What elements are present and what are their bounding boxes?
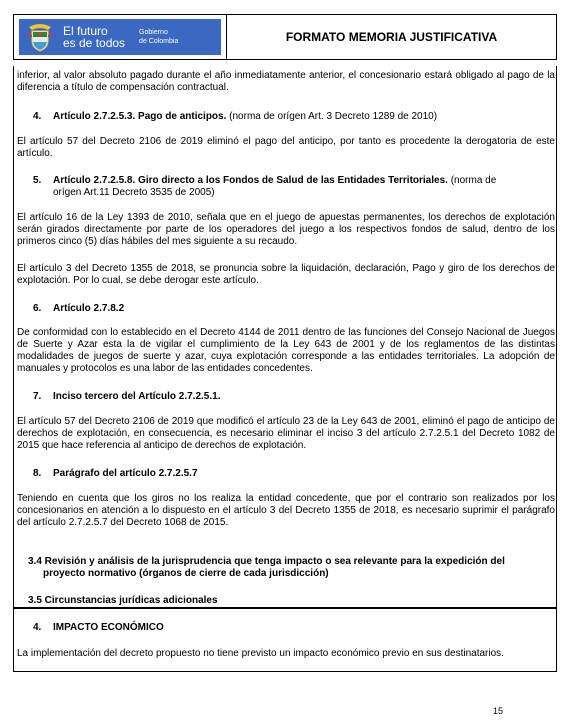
section-title: Artículo 2.7.2.5.3. Pago de anticipos. bbox=[53, 111, 227, 122]
section-number: 8. bbox=[33, 468, 42, 479]
colombia-coat-of-arms-icon bbox=[25, 21, 55, 53]
document-title: FORMATO MEMORIA JUSTIFICATIVA bbox=[285, 30, 498, 44]
subsection-heading: 3.5 Circunstancias jurídicas adicionales bbox=[28, 595, 218, 606]
section-title: Artículo 2.7.2.5.8. Giro directo a los Fondos de Salud de las Entidades Territoriales. bbox=[53, 175, 448, 186]
government-label bbox=[139, 28, 178, 46]
section-title: Inciso tercero del Artículo 2.7.2.5.1. bbox=[53, 391, 221, 402]
intro-paragraph: inferior, al valor absoluto pagado durante el año inmediatamente anterior, el concesionario estará obligado al pago de la diferencia a título de compensación contractual. bbox=[17, 70, 555, 93]
paragraph: El artículo 3 del Decreto 1355 de 2018, se pronuncia sobre la liquidación, declaración, Pago y giro de los derechos de explotación. Por lo cual, se debe derogar este artículo. bbox=[17, 263, 555, 286]
subsection-heading: 3.4 Revisión y análisis de la jurisprudencia que tenga impacto o sea relevante para la expedición del bbox=[28, 556, 505, 567]
page-number: 15 bbox=[493, 706, 504, 716]
section-note-continued: orígen Art.11 Decreto 3535 de 2005) bbox=[53, 187, 215, 198]
section-heading bbox=[53, 175, 555, 187]
brand-slogan bbox=[63, 25, 125, 49]
paragraph: Teniendo en cuenta que los giros no los realiza la entidad concedente, que por el contrario son realizados por los concesionarios en atención a lo dispuesto en el artículo 3 del Decreto 1355 de 2018, es necesario suprimir el parágrafo del artículo 2.7.2.5.7 del Decreto 1068 de 2015. bbox=[17, 493, 555, 528]
section-number: 4. bbox=[33, 622, 42, 633]
section-note: (norma de orígen Art. 3 Decreto 1289 de 2010) bbox=[226, 111, 438, 122]
logo-cell bbox=[14, 15, 227, 59]
section-title: Artículo 2.7.8.2 bbox=[53, 303, 125, 314]
section-number: 4. bbox=[33, 111, 42, 122]
brand-line-1: El futuro bbox=[63, 24, 108, 38]
gov-line-1: Gobierno bbox=[139, 29, 168, 36]
paragraph: La implementación del decreto propuesto no tiene previsto un impacto económico previo en sus destinatarios. bbox=[17, 648, 504, 659]
paragraph: El artículo 57 del Decreto 2106 de 2019 eliminó el pago del anticipo, por tanto es procedente la derogatoria de este artículo. bbox=[17, 136, 555, 159]
section-title: IMPACTO ECONÓMICO bbox=[53, 622, 164, 633]
subsection-heading-continued: proyecto normativo (órganos de cierre de cada jurisdicción) bbox=[43, 568, 329, 579]
economic-impact-box bbox=[13, 608, 557, 672]
gov-line-2: de Colombia bbox=[139, 38, 179, 45]
section-number: 5. bbox=[33, 175, 42, 186]
brand-line-2: es de todos bbox=[63, 36, 126, 50]
section-number: 6. bbox=[33, 303, 42, 314]
section-note: (norma de bbox=[447, 175, 497, 186]
paragraph: El artículo 16 de la Ley 1393 de 2010, señala que en el juego de apuestas permanentes, los derechos de explotación serán girados directamente por parte de los operadores del juego a los respectivos fondos de salud, dentro de los primeros cinco (5) días hábiles del mes siguiente a su recaudo. bbox=[17, 212, 555, 247]
section-heading bbox=[53, 111, 553, 123]
government-logo bbox=[19, 19, 221, 55]
paragraph: De conformidad con lo establecido en el Decreto 4144 de 2011 dentro de las funciones del Consejo Nacional de Juegos de Suerte y Azar esta la de vigilar el cumplimiento de la Ley 643 de 2001 y de los reglamentos de las distintas modalidades de juegos de suerte y azar, cuya explotación corresponde a las entidades territoriales. La adopción de manuales y protocolos es una labor de las entidades concedentes. bbox=[17, 327, 555, 374]
paragraph: El artículo 57 del Decreto 2106 de 2019 que modificó el artículo 23 de la Ley 643 de 2001, eliminó el pago de anticipo de derechos de explotación, en consecuencia, es necesario eliminar el inciso 3 del artículo 2.7.2.5.1 del Decreto 1082 de 2015 que hace referencia al anticipo de derechos de explotación. bbox=[17, 416, 555, 451]
section-number: 7. bbox=[33, 391, 42, 402]
document-header bbox=[13, 14, 557, 60]
section-title: Parágrafo del artículo 2.7.2.5.7 bbox=[53, 468, 198, 479]
content-box bbox=[13, 66, 557, 608]
